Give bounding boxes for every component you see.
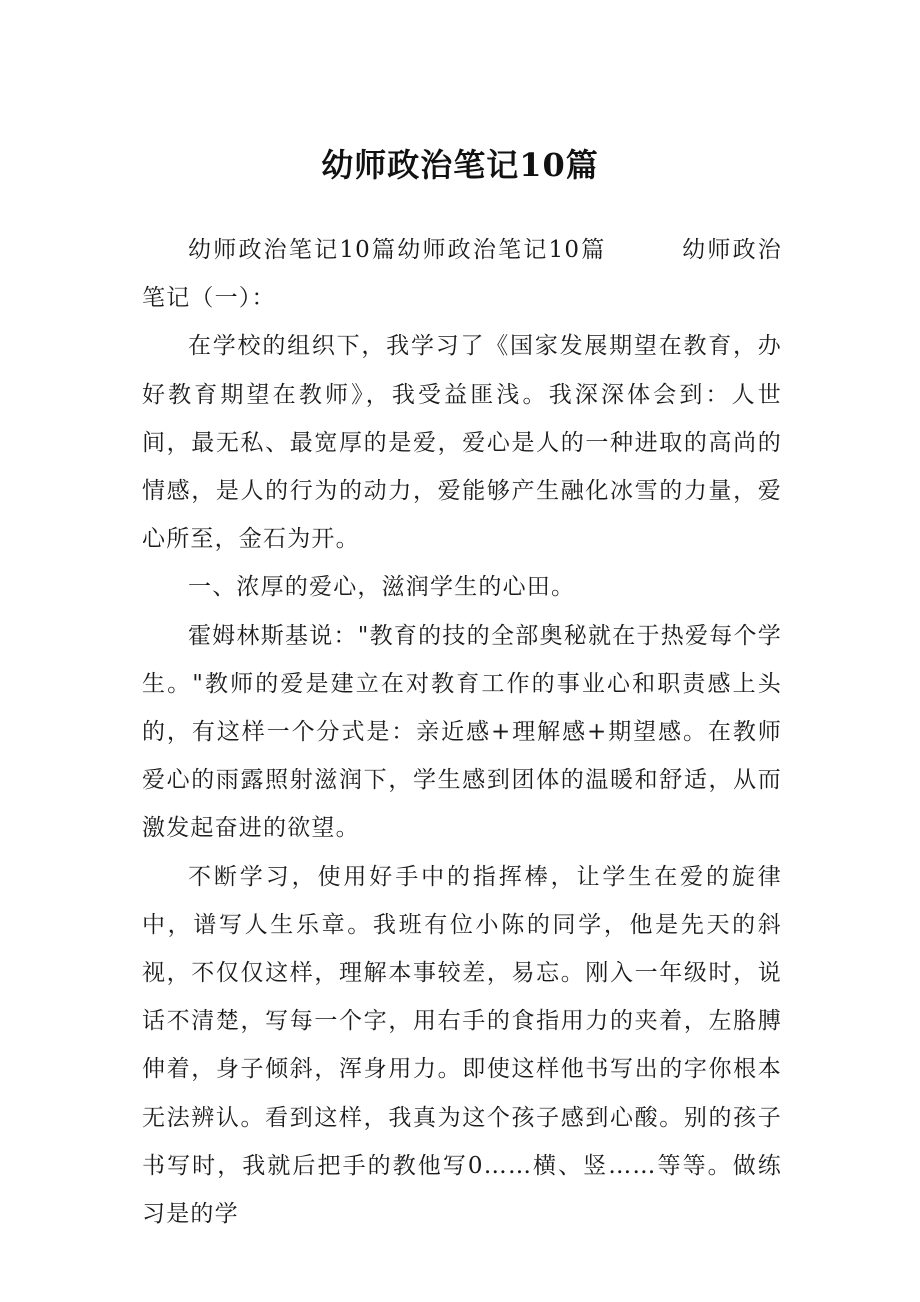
paragraph-heading-one: 一、浓厚的爱心，滋润学生的心田。 [188,574,576,601]
paragraph-example: 不断学习，使用好手中的指挥棒，让学生在爱的旋律中，谱写人生乐章。我班有位小陈的同学，他是先天的斜视，不仅仅这样，理解本事较差，易忘。刚入一年级时，说话不清楚，写每一个字，用右手的食指用力的夹着，左胳膊伸着，身子倾斜，浑身用力。即使这样他书写出的字你根本无法辨认。看到这样，我真为这个孩子感到心酸。别的孩子书写时，我就后把手的教他写0……横、竖……等等。做练习是的学 [142,863,782,1228]
paragraph-intro: 幼师政治笔记10篇幼师政治笔记10篇 幼师政治笔记（一）： [142,237,782,312]
document-body [142,226,782,1238]
document-title: 幼师政治笔记10篇 [321,146,599,184]
paragraph-study: 在学校的组织下，我学习了《国家发展期望在教育，办好教育期望在教师》，我受益匪浅。我深深体会到：人世间，最无私、最宽厚的是爱，爱心是人的一种进取的高尚的情感，是人的行为的动力，爱能够产生融化冰雪的力量，爱心所至，金石为开。 [142,333,782,553]
paragraph-quote: 霍姆林斯基说："教育的技的全部奥秘就在于热爱每个学生。"教师的爱是建立在对教育工作的事业心和职责感上头的，有这样一个分式是：亲近感+理解感+期望感。在教师爱心的雨露照射滋润下，学生感到团体的温暖和舒适，从而激发起奋进的欲望。 [142,622,782,842]
